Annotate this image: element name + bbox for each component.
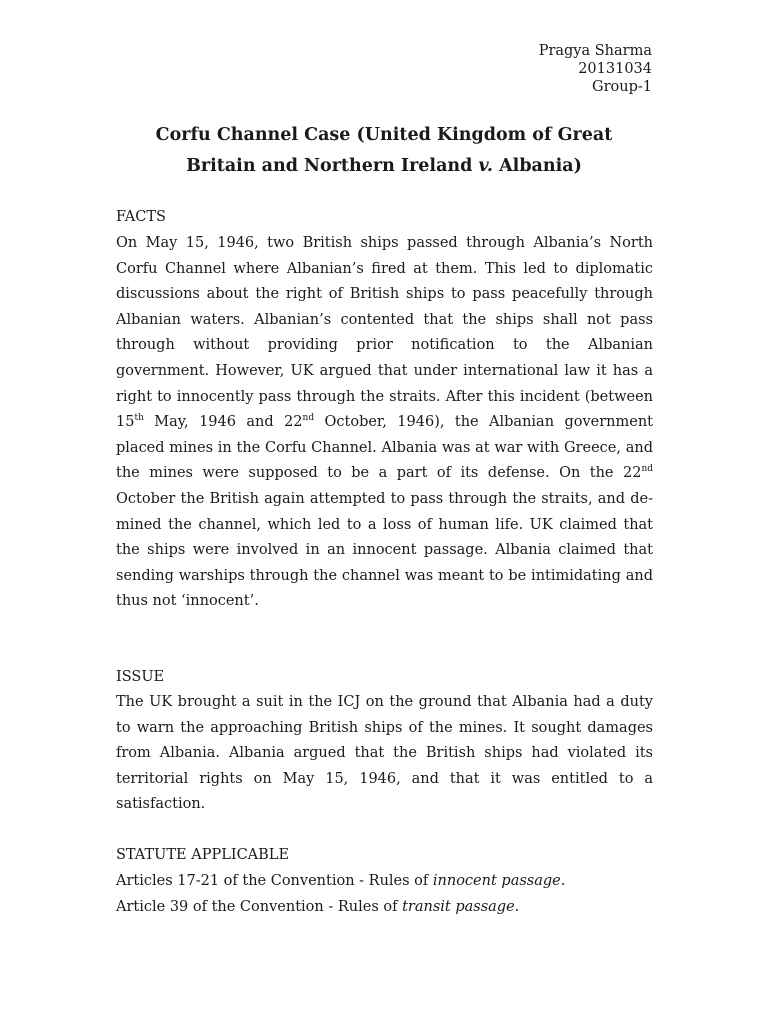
statute-line-1-suffix: . <box>560 873 566 889</box>
title-line-2 <box>116 151 652 182</box>
statute-line-2-suffix: . <box>514 898 520 915</box>
issue-heading: ISSUE <box>116 669 165 685</box>
title-versus: v. <box>478 156 493 176</box>
author-block <box>539 42 652 96</box>
facts-text-1: On May 15, 1946, two British ships passed through Albania’s North Corfu Channel where Albanian’s fired at them. This led to diplomatic discussions about the right of British ships to pass peacefully through Albanian waters. Albanian’s contented that the ships shall not pass through without providing prior notification to the Albanian government. However, UK argued that under international law it has a right to innocently pass through the straits. After this incident (between 15 <box>116 235 653 431</box>
group-label: Group-1 <box>592 79 652 95</box>
author-name: Pragya Sharma <box>538 43 652 59</box>
title-line-2-part-1: Britain and Northern Ireland <box>186 156 479 176</box>
facts-superscript-1: th <box>134 413 144 424</box>
roll-number: 20131034 <box>578 61 652 77</box>
statute-line-1 <box>116 869 653 895</box>
facts-paragraph <box>116 231 653 615</box>
facts-heading: FACTS <box>116 209 166 225</box>
statute-line-2 <box>116 895 653 921</box>
statute-line-2-italic: transit passage <box>402 898 515 915</box>
title-line-2-part-2: Albania) <box>493 156 582 176</box>
facts-text-3: October, 1946), the Albanian government placed mines in the Corfu Channel. Albania was at war with Greece, and the mines were supposed to be a part of its defense. On the 22 <box>116 414 654 482</box>
facts-superscript-2: nd <box>302 413 315 424</box>
issue-paragraph: The UK brought a suit in the ICJ on the ground that Albania had a duty to warn the approaching British ships of the mines. It sought damages from Albania. Albania argued that the British ships had violated its territorial rights on May 15, 1946, and that it was entitled to a satisfaction. <box>116 694 653 813</box>
title-line-1: Corfu Channel Case (United Kingdom of Great <box>155 125 613 145</box>
statute-line-1-italic: innocent passage <box>432 873 561 889</box>
statute-line-2-prefix: Article 39 of the Convention - Rules of <box>116 898 403 915</box>
case-title <box>116 120 652 182</box>
facts-text-2: May, 1946 and 22 <box>143 414 303 431</box>
statute-list <box>116 869 653 920</box>
facts-superscript-3: nd <box>641 464 653 475</box>
statute-heading: STATUTE APPLICABLE <box>116 847 290 863</box>
statute-line-1-prefix: Articles 17-21 of the Convention - Rules of <box>116 873 433 889</box>
facts-text-4: October the British again attempted to pass through the straits, and de-mined the channel, which led to a loss of human life. UK claimed that the ships were involved in an innocent passage. Albania claimed that sending warships through the channel was meant to be intimidating and thus not ‘innocent’. <box>116 490 653 610</box>
